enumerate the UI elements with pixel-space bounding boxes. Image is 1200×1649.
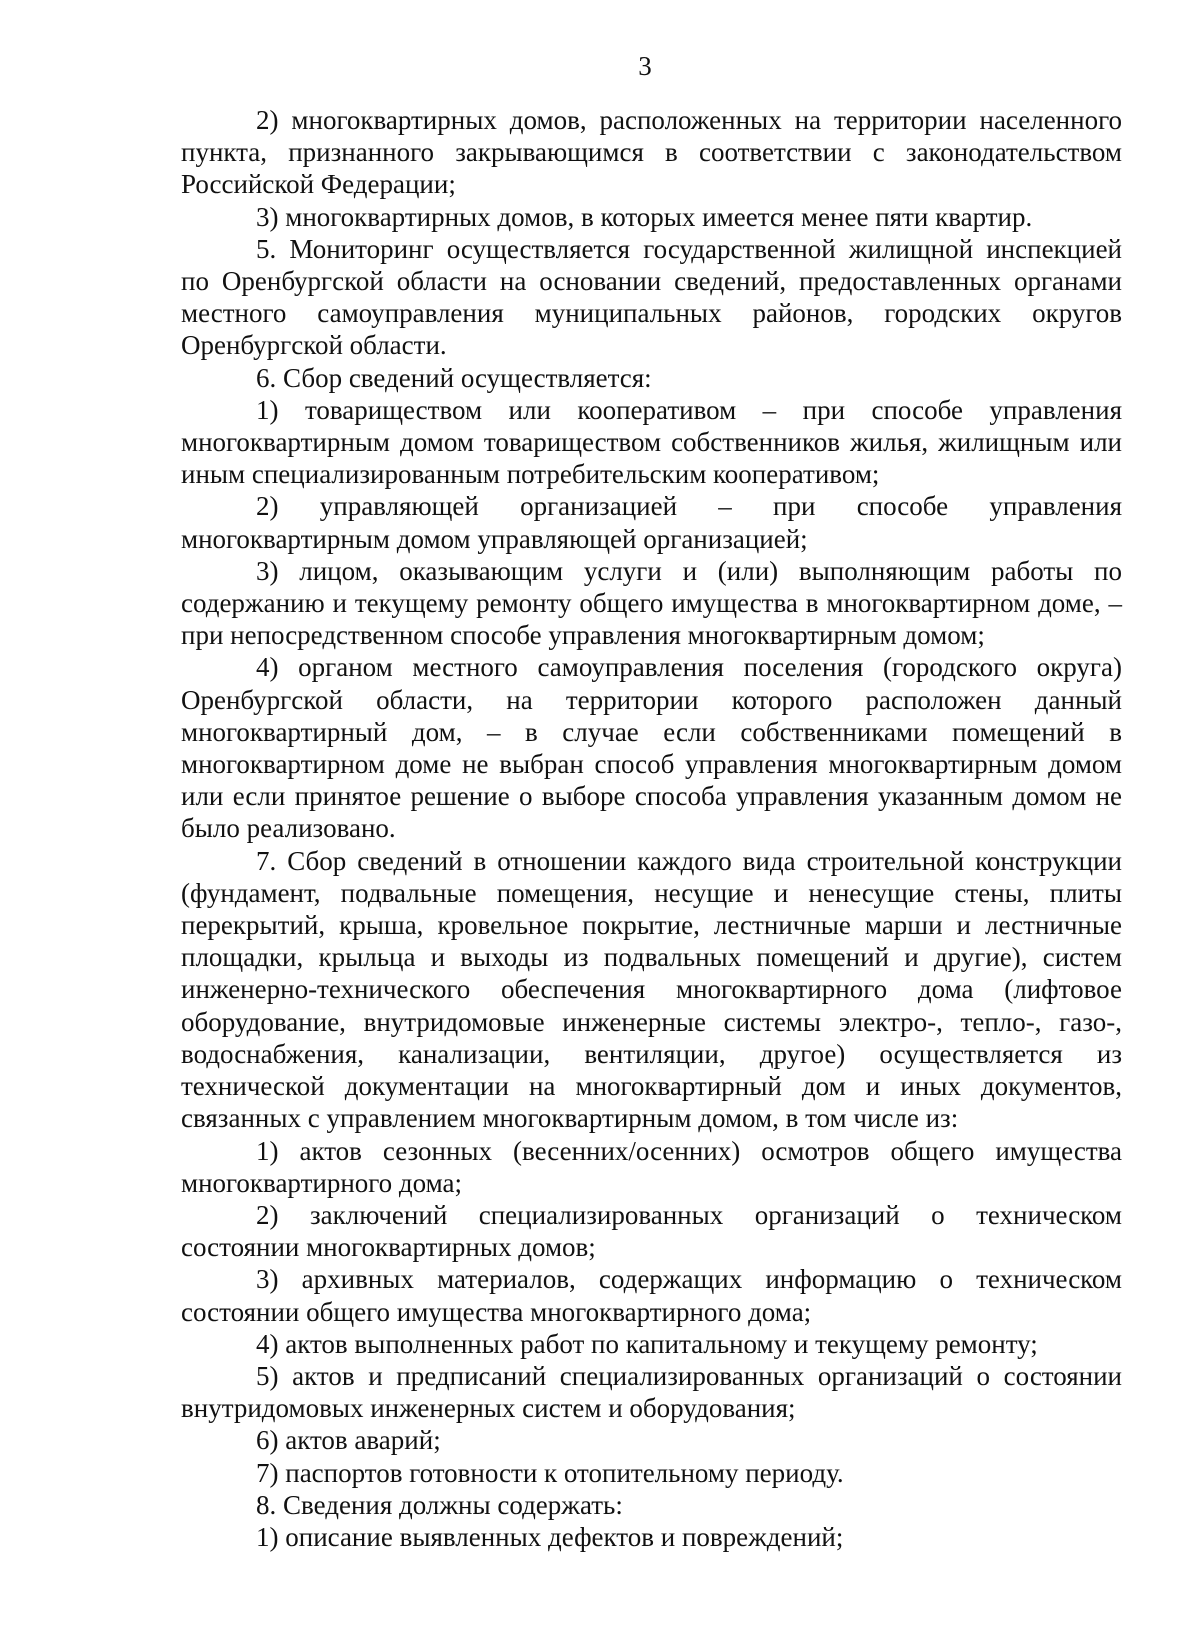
paragraph: 2) управляющей организацией – при способе управления многоквартирным домом управляющей организацией; bbox=[181, 491, 1122, 554]
paragraph: 4) органом местного самоуправления поселения (городского округа) Оренбургской области, на территории которого расположен данный многоквартирный дом, – в случае если собственниками помещений в многоквартирном доме не выбран способ управления многоквартирным домом или если принятое решение о выборе способа управления указанным домом не было реализовано. bbox=[181, 652, 1122, 844]
paragraph: 3) архивных материалов, содержащих информацию о техническом состоянии общего имущества многоквартирного дома; bbox=[181, 1264, 1122, 1327]
paragraph: 1) товариществом или кооперативом – при способе управления многоквартирным домом товариществом собственников жилья, жилищным или иным специализированным потребительским кооперативом; bbox=[181, 394, 1122, 490]
document-body bbox=[181, 104, 1122, 1553]
paragraph: 1) актов сезонных (весенних/осенних) осмотров общего имущества многоквартирного дома; bbox=[181, 1135, 1122, 1198]
paragraph: 6) актов аварий; bbox=[256, 1425, 441, 1456]
paragraph: 6. Сбор сведений осуществляется: bbox=[256, 362, 652, 393]
paragraph: 2) заключений специализированных организаций о техническом состоянии многоквартирных домов; bbox=[181, 1199, 1122, 1263]
paragraph: 5. Мониторинг осуществляется государственной жилищной инспекцией по Оренбургской области на основании сведений, предоставленных органами местного самоуправления муниципальных районов, городских округов Оренбургской области. bbox=[181, 233, 1122, 361]
paragraph: 7) паспортов готовности к отопительному периоду. bbox=[256, 1457, 844, 1488]
paragraph: 8. Сведения должны содержать: bbox=[256, 1489, 623, 1520]
paragraph: 7. Сбор сведений в отношении каждого вида строительной конструкции (фундамент, подвальные помещения, несущие и ненесущие стены, плиты перекрытий, крыша, кровельное покрытие, лестничные марши и лестничные площадки, крыльца и выходы из подвальных помещений и другие), систем инженерно-технического обеспечения многоквартирного дома (лифтовое оборудование, внутридомовые инженерные системы электро-, тепло-, газо-, водоснабжения, канализации, вентиляции, другое) осуществляется из технической документации на многоквартирный дом и иных документов, связанных с управлением многоквартирным домом, в том числе из: bbox=[181, 845, 1122, 1134]
paragraph: 4) актов выполненных работ по капитальному и текущему ремонту; bbox=[256, 1328, 1038, 1359]
paragraph: 2) многоквартирных домов, расположенных на территории населенного пункта, признанного закрывающимся в соответствии с законодательством Российской Федерации; bbox=[181, 105, 1122, 200]
paragraph: 3) многоквартирных домов, в которых имеется менее пяти квартир. bbox=[256, 201, 1033, 232]
paragraph: 5) актов и предписаний специализированных организаций о состоянии внутридомовых инженерных систем и оборудования; bbox=[181, 1360, 1122, 1424]
paragraph: 1) описание выявленных дефектов и повреждений; bbox=[256, 1521, 844, 1552]
paragraph: 3) лицом, оказывающим услуги и (или) выполняющим работы по содержанию и текущему ремонту общего имущества в многоквартирном доме, – при непосредственном способе управления многоквартирным домом; bbox=[181, 555, 1122, 651]
page-number: 3 bbox=[638, 51, 652, 81]
